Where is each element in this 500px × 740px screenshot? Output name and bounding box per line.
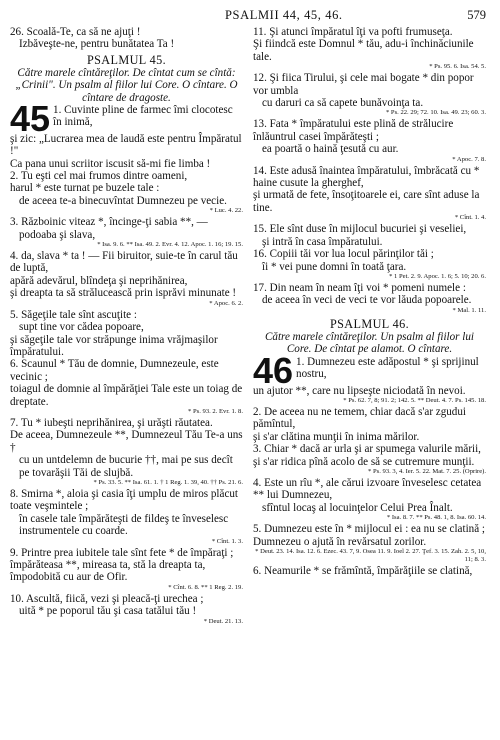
line-text: uită * pe poporul tău şi casa tatălui tău !	[19, 605, 197, 618]
left-verse-line	[10, 275, 243, 287]
left-verse-line	[10, 216, 243, 228]
line-text: * Ps. 95. 6. Isa. 54. 5.	[429, 63, 486, 71]
line-text: De aceea, Dumnezeule **, Dumnezeul Tău Te-a uns †	[10, 429, 243, 454]
right-verse-line	[253, 72, 486, 97]
right-verse-line	[253, 223, 486, 235]
line-text: 5. Săgeţile tale sînt ascuţite :	[10, 308, 137, 321]
right-verse-line	[253, 248, 486, 260]
left-psalm-heading	[10, 54, 243, 66]
right-verse-line	[253, 26, 486, 38]
left-verse-line	[10, 334, 243, 359]
right-verse-line	[253, 38, 486, 63]
right-verse-line	[253, 385, 486, 397]
line-text: podoaba şi slava,	[19, 228, 96, 241]
line-text: cu un untdelemn de bucurie ††, mai pe sus decît pe tovarăşii Tăi de slujbă.	[19, 454, 233, 479]
line-text: PSALMUL 46.	[329, 316, 410, 331]
left-verse-line	[10, 454, 243, 479]
line-text: 1. Cuvinte pline de farmec îmi clocotesc în inimă,	[53, 103, 233, 129]
right-verse-line	[253, 477, 486, 502]
line-text: * Cînt. 6. 8. ** 1 Reg. 2. 19.	[168, 583, 243, 591]
line-text: * Apoc. 7. 8.	[452, 155, 486, 163]
right-footnote-ref	[253, 214, 486, 222]
text-columns	[10, 26, 486, 627]
right-footnote-ref	[253, 273, 486, 281]
right-footnote-ref	[253, 63, 486, 71]
right-verse-line	[253, 97, 486, 109]
page-number: 579	[467, 8, 486, 22]
line-text: 3. Războinic viteaz *, încinge-ţi sabia **, —	[10, 216, 208, 229]
right-verse-line	[253, 456, 486, 468]
left-verse-line	[10, 158, 243, 170]
left-footnote-ref	[10, 207, 243, 215]
line-text: * Mal. 1. 11.	[452, 306, 486, 314]
left-verse-line	[10, 133, 243, 158]
line-text: de aceea te-a binecuvîntat Dumnezeu pe vecie.	[19, 194, 227, 207]
line-text: * Apoc. 6. 2.	[209, 299, 243, 307]
right-verse-line	[253, 165, 486, 190]
line-text: 2. De aceea nu ne temem, chiar dacă s'ar zgudui pămîntul,	[253, 405, 466, 431]
right-footnote-ref	[253, 156, 486, 164]
running-title: PSALMII 44, 45, 46.	[225, 8, 343, 22]
left-verse-line	[10, 195, 243, 207]
line-text: Către marele cîntăreţilor. Un psalm al fiilor lui Core. De cîntat pe alamot. O cîntare.	[265, 331, 474, 356]
line-text: ea poartă o haină ţesută cu aur.	[262, 143, 399, 156]
line-text: împărăteasa **, mireasa ta, stă la dreapta ta, împodobită cu aur de Ofir.	[10, 559, 206, 584]
line-text: Dumnezeu o ajută în revărsatul zorilor.	[253, 535, 427, 548]
left-verse-line	[10, 287, 243, 299]
left-verse-line	[10, 383, 243, 408]
line-text: şi intră în casa împăratului.	[262, 235, 383, 248]
right-verse-line	[253, 523, 486, 535]
left-footnote-ref	[10, 479, 243, 487]
left-verse-line	[10, 559, 243, 584]
line-text: 12. Şi fiica Tirului, şi cele mai bogate * din popor vor umbla	[253, 72, 474, 97]
line-text: 16. Copiii tăi vor lua locul părinţilor tăi ;	[253, 248, 434, 261]
line-text: * Deut. 21. 13.	[203, 617, 243, 625]
line-text: Şi fiindcă este Domnul * tău, adu-i închinăciunile tale.	[253, 38, 474, 63]
line-text: * Cînt. 1. 3.	[211, 537, 243, 545]
line-text: şi săgeţile tale vor străpunge inima vrăjmaşilor împăratului.	[10, 333, 218, 358]
running-header	[10, 6, 486, 26]
line-text: şi s'ar clătina munţii în inima mărilor.	[253, 430, 420, 443]
line-text: îi * vei pune domni în toată ţara.	[262, 260, 407, 273]
line-text: şi zic: „Lucrarea mea de laudă este pentru Împăratul !"	[10, 132, 242, 158]
line-text: în casele tale împărăteşti de fildeş te înveselesc instrumentele cu coarde.	[19, 512, 229, 538]
left-verse-line	[10, 547, 243, 559]
line-text: apără adevărul, blîndeţa şi neprihănirea,	[10, 274, 188, 287]
left-verse-line	[10, 170, 243, 182]
line-text: 7. Tu * iubeşti neprihănirea, şi urăşti răutatea.	[10, 416, 213, 429]
line-text: 8. Smirna *, aloia şi casia îţi umplu de miros plăcut toate veşmintele ;	[10, 487, 238, 513]
left-verse-line	[10, 321, 243, 333]
left-verse-line	[10, 309, 243, 321]
line-text: 10. Ascultă, fiică, vezi şi pleacă-ţi urechea ;	[10, 592, 204, 605]
right-footnote-ref	[253, 468, 486, 476]
right-verse-line	[253, 443, 486, 455]
line-text: * Ps. 62. 7, 8; 91. 2; 142. 5. ** Deut. 4. 7. Ps. 145. 18.	[343, 396, 486, 404]
right-psalm-superscription	[253, 331, 486, 355]
line-text: sfîntul locaş al locuinţelor Celui Prea Înalt.	[262, 501, 453, 514]
line-text: 11. Şi atunci împăratul îţi va pofti frumuseţa.	[253, 26, 453, 38]
right-verse-line	[253, 236, 486, 248]
left-verse-line	[10, 513, 243, 538]
line-text: Către marele cîntăreţilor. De cîntat cum se cîntă: „Crinii". Un psalm al fiilor lui Core. O cîntare. O cîntare de dragoste.	[15, 67, 238, 104]
line-text: 5. Dumnezeu este în * mijlocul ei : ea nu se clatină ;	[253, 523, 485, 536]
line-text: 13. Fata * împăratului este plină de strălucire înlăuntrul casei împărăteşti ;	[253, 118, 454, 143]
left-verse-line	[10, 250, 243, 275]
line-text: 3. Chiar * dacă ar urla şi ar spumega valurile mării,	[253, 443, 481, 456]
psalm-number-dropcap: 46	[253, 349, 294, 391]
line-text: * Cînt. 1. 4.	[454, 214, 486, 222]
line-text: Ca pana unui scriitor iscusit să-mi fie limba !	[10, 157, 211, 170]
right-verse-line	[253, 406, 486, 431]
line-text: cu daruri ca să capete bunăvoinţa ta.	[262, 97, 424, 110]
line-text: 6. Scaunul * Tău de domnie, Dumnezeule, este vecinic ;	[10, 358, 219, 383]
line-text: 6. Neamurile * se frămîntă, împărăţiile se clatină,	[253, 565, 473, 577]
line-text: şi urmată de fete, însoţitoarele ei, care sînt aduse la tine.	[253, 189, 480, 214]
right-psalm-heading	[253, 318, 486, 330]
left-verse-line	[10, 26, 243, 38]
line-text: Izbăveşte-ne, pentru bunătatea Ta !	[19, 38, 175, 51]
line-text: 4. Este un rîu *, ale cărui izvoare înveselesc cetatea ** lui Dumnezeu,	[253, 476, 482, 502]
line-text: 15. Ele sînt duse în mijlocul bucuriei şi veseliei,	[253, 223, 467, 236]
line-text: * Ps. 22. 29; 72. 10. Isa. 49. 23; 60. 3.	[385, 109, 486, 117]
left-verse-line	[10, 488, 243, 513]
line-text: * Isa. 8. 7. ** Ps. 48. 1, 8. Isa. 60. 14.	[386, 514, 486, 522]
left-verse-line	[10, 97, 243, 139]
right-verse-line	[253, 536, 486, 548]
line-text: 2. Tu eşti cel mai frumos dintre oameni,	[10, 170, 188, 183]
line-text: 9. Printre prea iubitele tale sînt fete * de împăraţi ;	[10, 546, 234, 559]
left-footnote-ref	[10, 618, 243, 626]
left-verse-line	[10, 182, 243, 194]
line-text: * Ps. 33. 5. ** Isa. 61. 1. † 1 Reg. 1. 39, 40. †† Ps. 21. 6.	[93, 478, 243, 486]
line-text: * 1 Pet. 2. 9. Apoc. 1. 6; 5. 10; 20. 6.	[389, 272, 486, 280]
line-text: 26. Scoală-Te, ca să ne ajuţi !	[10, 26, 141, 38]
right-verse-line	[253, 189, 486, 214]
left-verse-line	[10, 38, 243, 50]
right-verse-line	[253, 261, 486, 273]
line-text: * Isa. 9. 6. ** Isa. 49. 2. Evr. 4. 12. Apoc. 1. 16; 19. 15.	[97, 241, 243, 249]
line-text: 4. da, slava * ta ! — Fii biruitor, suie-te în carul tău de luptă,	[10, 250, 238, 275]
psalm-number-dropcap: 45	[10, 97, 51, 139]
line-text: toiagul de domnie al împărăţiei Tale este un toiag de dreptate.	[10, 383, 243, 408]
right-verse-line	[253, 294, 486, 306]
left-verse-line	[10, 229, 243, 241]
line-text: şi dreapta ta să strălucească prin isprăvi minunate !	[10, 287, 237, 300]
line-text: un ajutor **, care nu lipseşte niciodată în nevoi.	[253, 384, 466, 397]
left-verse-line	[10, 358, 243, 383]
right-verse-line	[253, 282, 486, 294]
line-text: 14. Este adusă înaintea împăratului, îmbrăcată cu * haine cusute la gherghef,	[253, 164, 480, 190]
right-footnote-ref	[253, 109, 486, 117]
right-verse-line	[253, 502, 486, 514]
left-verse-line	[10, 417, 243, 429]
left-footnote-ref	[10, 241, 243, 249]
right-footnote-ref	[253, 307, 486, 315]
line-text: * Luc. 4. 22.	[209, 207, 243, 215]
line-text: PSALMUL 45.	[86, 52, 167, 67]
line-text: şi s'ar ridica pînă acolo de să se cutremure munţii.	[253, 455, 475, 468]
left-footnote-ref	[10, 408, 243, 416]
right-verse-line	[253, 431, 486, 443]
left-verse-line	[10, 593, 243, 605]
right-footnote-ref	[253, 514, 486, 522]
line-text: 1. Dumnezeu este adăpostul * şi sprijinul nostru,	[296, 355, 479, 380]
right-verse-line	[253, 143, 486, 155]
left-footnote-ref	[10, 584, 243, 592]
left-verse-line	[10, 605, 243, 617]
line-text: supt tine vor cădea popoare,	[19, 321, 144, 334]
line-text: 17. Din neam în neam îţi voi * pomeni numele :	[253, 281, 466, 294]
right-verse-line	[253, 565, 486, 577]
line-text: de aceea în veci de veci te vor lăuda popoarele.	[262, 294, 472, 307]
right-column	[253, 26, 486, 627]
right-footnote-ref	[253, 548, 486, 564]
line-text: * Ps. 93. 2. Evr. 1. 8.	[188, 407, 243, 415]
left-footnote-ref	[10, 538, 243, 546]
right-verse-line	[253, 118, 486, 143]
left-verse-line	[10, 429, 243, 454]
left-footnote-ref	[10, 300, 243, 308]
line-text: * Deut. 23. 14. Isa. 12. 6. Ezec. 43. 7, 9. Osea 11. 9. Ioel 2. 27. Ţef. 3. 15. Zah. 2. 5, 10, 11; 8. 3.	[255, 548, 486, 563]
line-text: harul * este turnat pe buzele tale :	[10, 182, 160, 195]
line-text: * Ps. 93. 3, 4. Ier. 5. 22. Mat. 7. 25. (Oprire).	[368, 467, 486, 475]
right-footnote-ref	[253, 397, 486, 405]
left-column	[10, 26, 243, 627]
